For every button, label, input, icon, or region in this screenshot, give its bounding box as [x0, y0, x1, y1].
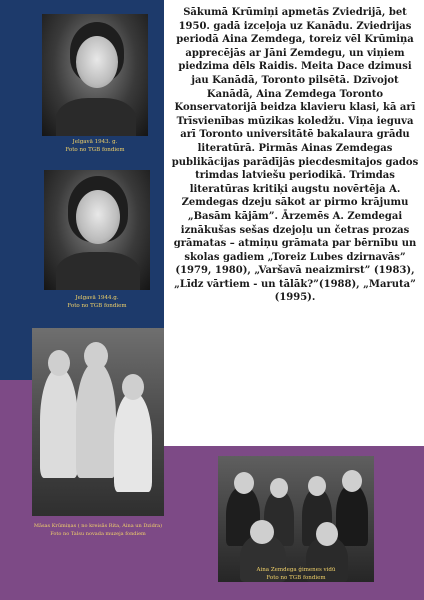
- family-photo-caption-source: Foto no TGB fondiem: [266, 575, 326, 581]
- photo-caption-1944-source: Foto no TGB fondiem: [67, 303, 127, 309]
- family-photo: [218, 456, 374, 582]
- photo-caption-1943-source: Foto no TGB fondiem: [65, 147, 125, 153]
- sisters-photo: [32, 328, 164, 516]
- photo-caption-1943: [40, 138, 150, 154]
- portrait-photo-1944: [44, 170, 150, 290]
- photo-caption-1943-date: Jelgavā 1943. g.: [72, 139, 118, 145]
- photo-caption-1944-date: Jelgavā 1944.g.: [75, 295, 119, 301]
- sisters-photo-caption: [28, 522, 168, 538]
- biography-paragraph: Sākumā Krūmiņi apmetās Zviedrijā, bet 1950. gadā izceļoja uz Kanādu. Zviedrijas periodā Aina Zemdega, toreiz vēl Krūmiņa apprecējās ar Jāni Zemdegu, un viņiem piedzima dēls Raidis. Meita Dace dzimusi jau Kanādā, Toronto pilsētā. Dzīvojot Kanādā, Aina Zemdega Toronto Konservatorijā beidza klavieru klasi, kā arī Trīsvienības mūzikas koledžu. Viņa ieguva arī Toronto universitātē bakalaura grādu literatūrā. Pirmās Ainas Zemdegas publikācijas parādījās piecdesmitajos gados trimdas latviešu periodikā. Trimdas literatūras kritiķi augstu novērtēja A. Zemdegas dzeju sākot ar pirmo krājumu „Basām kājām”. Ārzemēs A. Zemdegai iznākušas sešas dzejoļu un četras prozas grāmatas – atmiņu grāmata par bērnību un skolas gadiem „Toreiz Lubes dzirnavās” (1979, 1980), „Varšavā neaizmirst” (1983), „Līdz vārtiem - un tālāk?”(1988), „Maruta” (1995).: [171, 7, 419, 304]
- sisters-photo-caption-names: Māsas Krūmiņas ( no kreisās Rita, Aina un Dzidra): [33, 523, 163, 529]
- sisters-photo-caption-source: Foto no Talsu novada muzeja fondiem: [50, 531, 146, 537]
- family-photo-caption: [240, 566, 352, 582]
- photo-caption-1944: [42, 294, 152, 310]
- portrait-photo-1943: [42, 14, 148, 136]
- family-photo-caption-title: Aina Zemdega ģimenes vidū: [256, 567, 336, 573]
